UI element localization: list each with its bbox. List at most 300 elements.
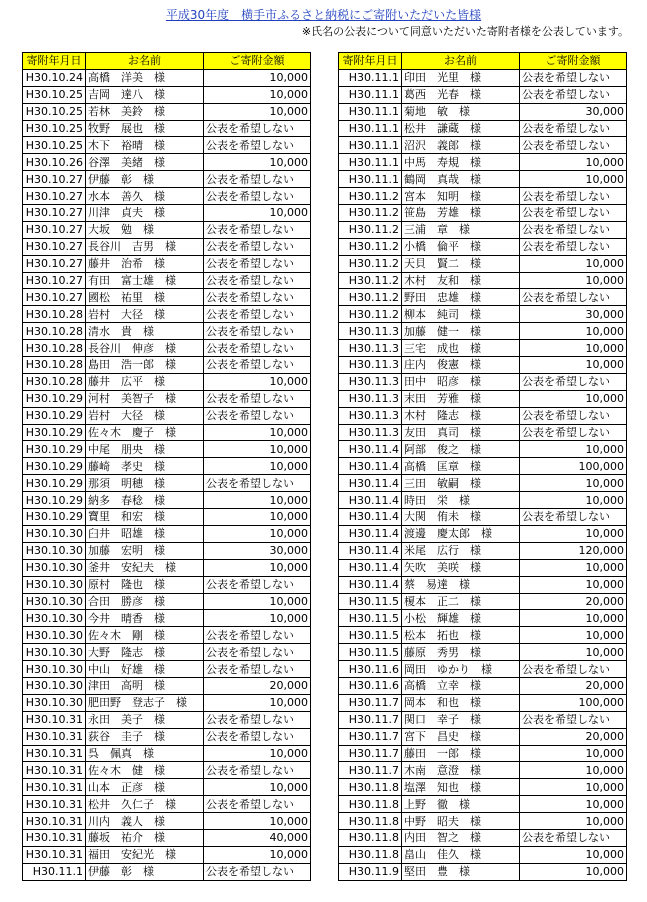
donation-date-cell: H30.10.30 (23, 593, 86, 610)
donor-name-cell: 大野 隆志 様 (86, 644, 204, 661)
table-row (23, 863, 311, 880)
table-row (339, 424, 627, 441)
table-row (23, 559, 311, 576)
donor-name-cell: 加藤 宏明 様 (86, 542, 204, 559)
donor-name-cell: 水本 善久 様 (86, 188, 204, 205)
donation-amount-cell: 10,000 (204, 86, 311, 103)
table-row (339, 559, 627, 576)
table-row (339, 255, 627, 272)
donor-name-cell: 肥田野 登志子 様 (86, 694, 204, 711)
donation-date-cell: H30.11.9 (339, 863, 402, 880)
donor-name-cell: 今井 晴香 様 (86, 610, 204, 627)
donor-name-cell: 加藤 健一 様 (402, 323, 520, 340)
table-header-row (339, 53, 627, 70)
table-header-row (23, 53, 311, 70)
donor-name-cell: 寶里 和宏 様 (86, 509, 204, 526)
table-row (23, 357, 311, 374)
donation-date-cell: H30.10.28 (23, 373, 86, 390)
donation-date-cell: H30.11.4 (339, 509, 402, 526)
donor-name-cell: 三浦 章 様 (402, 221, 520, 238)
donor-name-cell: 渡邊 慶太郎 様 (402, 525, 520, 542)
table-row (339, 390, 627, 407)
donation-date-cell: H30.10.28 (23, 306, 86, 323)
donation-amount-cell: 10,000 (520, 525, 627, 542)
donor-name-cell: 柳本 純司 様 (402, 306, 520, 323)
donor-name-cell: 大坂 勉 様 (86, 221, 204, 238)
donation-amount-cell: 公表を希望しない (204, 475, 311, 492)
table-row (23, 188, 311, 205)
donation-amount-cell: 公表を希望しない (520, 137, 627, 154)
donation-date-cell: H30.11.8 (339, 796, 402, 813)
table-row (23, 711, 311, 728)
donation-amount-cell: 10,000 (520, 846, 627, 863)
donor-name-cell: 高橋 洋美 様 (86, 69, 204, 86)
donation-date-cell: H30.11.6 (339, 677, 402, 694)
donation-date-cell: H30.11.8 (339, 813, 402, 830)
table-row (339, 103, 627, 120)
donation-amount-cell: 20,000 (520, 728, 627, 745)
donation-date-cell: H30.11.1 (339, 154, 402, 171)
table-row (339, 120, 627, 137)
table-row (23, 627, 311, 644)
table-row (339, 813, 627, 830)
donation-date-cell: H30.10.28 (23, 323, 86, 340)
table-row (23, 255, 311, 272)
donor-name-cell: 川津 貞夫 様 (86, 205, 204, 222)
donation-amount-cell: 公表を希望しない (520, 829, 627, 846)
donor-name-cell: 内田 智之 様 (402, 829, 520, 846)
donation-date-cell: H30.11.5 (339, 593, 402, 610)
donor-name-cell: 宮本 知明 様 (402, 188, 520, 205)
donation-amount-cell: 10,000 (520, 610, 627, 627)
donor-name-cell: 榎本 正二 様 (402, 593, 520, 610)
donor-name-cell: 永田 美子 様 (86, 711, 204, 728)
table-row (23, 779, 311, 796)
donation-amount-cell: 公表を希望しない (520, 188, 627, 205)
donation-amount-cell: 公表を希望しない (204, 728, 311, 745)
donation-amount-cell: 10,000 (520, 813, 627, 830)
donor-name-cell: 天貝 賢二 様 (402, 255, 520, 272)
donation-date-cell: H30.10.31 (23, 728, 86, 745)
donor-name-cell: 堅田 豊 様 (402, 863, 520, 880)
donation-date-cell: H30.11.3 (339, 340, 402, 357)
donation-date-cell: H30.11.3 (339, 424, 402, 441)
donor-name-cell: 臼井 昭雄 様 (86, 525, 204, 542)
donation-date-cell: H30.11.2 (339, 221, 402, 238)
donation-amount-cell: 公表を希望しない (520, 86, 627, 103)
donation-amount-cell: 10,000 (204, 441, 311, 458)
table-row (339, 86, 627, 103)
donation-amount-cell: 公表を希望しない (204, 762, 311, 779)
donation-date-cell: H30.10.30 (23, 644, 86, 661)
donor-name-cell: 蔡 易達 様 (402, 576, 520, 593)
table-row (23, 340, 311, 357)
table-row (339, 644, 627, 661)
donation-amount-cell: 10,000 (520, 644, 627, 661)
donor-name-cell: 呉 佩真 様 (86, 745, 204, 762)
donation-date-cell: H30.11.2 (339, 289, 402, 306)
table-row (339, 340, 627, 357)
table-row (339, 458, 627, 475)
donation-date-cell: H30.11.4 (339, 542, 402, 559)
header-amount: ご寄附金額 (204, 53, 311, 70)
table-row (23, 475, 311, 492)
table-row (339, 762, 627, 779)
donor-name-cell: 藤崎 孝史 様 (86, 458, 204, 475)
donation-amount-cell: 公表を希望しない (520, 221, 627, 238)
donation-date-cell: H30.10.29 (23, 509, 86, 526)
header-name: お名前 (402, 53, 520, 70)
donation-date-cell: H30.10.30 (23, 576, 86, 593)
donation-date-cell: H30.11.1 (23, 863, 86, 880)
donor-name-cell: 中尾 朋央 様 (86, 441, 204, 458)
table-row (23, 796, 311, 813)
donation-date-cell: H30.11.7 (339, 762, 402, 779)
donor-name-cell: 野田 忠雄 様 (402, 289, 520, 306)
donor-name-cell: 三宅 成也 様 (402, 340, 520, 357)
donation-amount-cell: 公表を希望しない (520, 373, 627, 390)
donor-name-cell: 島田 浩一郎 様 (86, 357, 204, 374)
donation-amount-cell: 10,000 (520, 627, 627, 644)
donation-date-cell: H30.10.31 (23, 813, 86, 830)
donation-amount-cell: 公表を希望しない (204, 171, 311, 188)
donor-name-cell: 谷澤 美緒 様 (86, 154, 204, 171)
donation-date-cell: H30.11.8 (339, 829, 402, 846)
donor-name-cell: 藤坂 祐介 様 (86, 829, 204, 846)
donation-amount-cell: 公表を希望しない (520, 407, 627, 424)
donor-name-cell: 藤井 治希 様 (86, 255, 204, 272)
table-row (339, 779, 627, 796)
donor-name-cell: 友田 真司 様 (402, 424, 520, 441)
table-row (339, 323, 627, 340)
donor-name-cell: 藤田 一郎 様 (402, 745, 520, 762)
donation-date-cell: H30.11.4 (339, 475, 402, 492)
donation-date-cell: H30.10.29 (23, 441, 86, 458)
table-row (339, 542, 627, 559)
donor-name-cell: 松本 拓也 様 (402, 627, 520, 644)
donation-date-cell: H30.10.25 (23, 86, 86, 103)
donation-date-cell: H30.11.3 (339, 407, 402, 424)
donation-amount-cell: 10,000 (204, 745, 311, 762)
donation-amount-cell: 公表を希望しない (204, 137, 311, 154)
donor-name-cell: 岡田 ゆかり 様 (402, 661, 520, 678)
donor-name-cell: 米尾 広行 様 (402, 542, 520, 559)
donation-date-cell: H30.11.1 (339, 86, 402, 103)
donation-date-cell: H30.11.3 (339, 323, 402, 340)
donation-date-cell: H30.11.1 (339, 137, 402, 154)
donation-amount-cell: 10,000 (520, 154, 627, 171)
table-row (23, 610, 311, 627)
donation-date-cell: H30.11.2 (339, 238, 402, 255)
header-date: 寄附年月日 (339, 53, 402, 70)
donation-amount-cell: 公表を希望しない (204, 120, 311, 137)
donation-amount-cell: 10,000 (204, 154, 311, 171)
donation-amount-cell: 公表を希望しない (204, 357, 311, 374)
donor-name-cell: 笹島 芳雄 様 (402, 205, 520, 222)
donation-date-cell: H30.10.30 (23, 661, 86, 678)
donation-amount-cell: 10,000 (204, 846, 311, 863)
donor-name-cell: 福田 安紀光 様 (86, 846, 204, 863)
table-row (23, 424, 311, 441)
donation-amount-cell: 10,000 (204, 205, 311, 222)
donation-date-cell: H30.10.30 (23, 525, 86, 542)
table-row (339, 272, 627, 289)
donation-amount-cell: 10,000 (204, 509, 311, 526)
donation-amount-cell: 公表を希望しない (204, 576, 311, 593)
table-row (23, 458, 311, 475)
donor-name-cell: 木南 意澄 様 (402, 762, 520, 779)
donation-amount-cell: 10,000 (204, 424, 311, 441)
donation-amount-cell: 10,000 (520, 357, 627, 374)
donation-date-cell: H30.10.27 (23, 289, 86, 306)
donation-date-cell: H30.11.5 (339, 610, 402, 627)
table-row (339, 576, 627, 593)
donation-amount-cell: 公表を希望しない (204, 188, 311, 205)
donor-name-cell: 藤井 広平 様 (86, 373, 204, 390)
donor-name-cell: 牧野 展也 様 (86, 120, 204, 137)
donor-name-cell: 佐々木 慶子 様 (86, 424, 204, 441)
donation-date-cell: H30.10.28 (23, 340, 86, 357)
donation-amount-cell: 10,000 (204, 593, 311, 610)
donation-date-cell: H30.11.1 (339, 69, 402, 86)
table-row (23, 593, 311, 610)
donor-name-cell: 高橋 立幸 様 (402, 677, 520, 694)
disclosure-note: ※氏名の公表について同意いただいた寄附者様を公表しています。 (301, 25, 629, 38)
donation-date-cell: H30.10.27 (23, 238, 86, 255)
donation-date-cell: H30.11.2 (339, 306, 402, 323)
page-title: 平成30年度 横手市ふるさと納税にご寄附いただいた皆様 (165, 8, 482, 22)
table-row (339, 627, 627, 644)
table-row (339, 863, 627, 880)
table-row (339, 846, 627, 863)
donation-amount-cell: 公表を希望しない (204, 340, 311, 357)
donation-date-cell: H30.10.30 (23, 610, 86, 627)
donation-date-cell: H30.11.4 (339, 441, 402, 458)
donor-name-cell: 川内 義人 様 (86, 813, 204, 830)
donation-date-cell: H30.11.4 (339, 559, 402, 576)
donor-name-cell: 末田 芳雅 様 (402, 390, 520, 407)
table-row (339, 509, 627, 526)
donor-name-cell: 岩村 大径 様 (86, 407, 204, 424)
donation-amount-cell: 10,000 (520, 272, 627, 289)
donor-name-cell: 関口 幸子 様 (402, 711, 520, 728)
donation-date-cell: H30.11.1 (339, 120, 402, 137)
donor-name-cell: 有田 富士雄 様 (86, 272, 204, 289)
donor-name-cell: 中馬 寿規 様 (402, 154, 520, 171)
donation-amount-cell: 10,000 (204, 69, 311, 86)
donation-amount-cell: 公表を希望しない (204, 711, 311, 728)
donation-date-cell: H30.11.6 (339, 661, 402, 678)
donor-name-cell: 若林 美鈴 様 (86, 103, 204, 120)
donation-amount-cell: 公表を希望しない (204, 627, 311, 644)
donation-date-cell: H30.11.7 (339, 745, 402, 762)
table-row (339, 221, 627, 238)
donation-amount-cell: 10,000 (520, 762, 627, 779)
donation-date-cell: H30.11.7 (339, 711, 402, 728)
donation-amount-cell: 公表を希望しない (520, 69, 627, 86)
donation-amount-cell: 公表を希望しない (204, 221, 311, 238)
donor-name-cell: 岡本 和也 様 (402, 694, 520, 711)
donation-amount-cell: 公表を希望しない (204, 796, 311, 813)
table-row (339, 745, 627, 762)
table-row (23, 525, 311, 542)
donation-date-cell: H30.10.25 (23, 103, 86, 120)
donor-name-cell: 伊藤 彰 様 (86, 863, 204, 880)
table-row (339, 441, 627, 458)
donation-amount-cell: 30,000 (204, 542, 311, 559)
donation-amount-cell: 公表を希望しない (520, 205, 627, 222)
donation-amount-cell: 公表を希望しない (204, 323, 311, 340)
table-row (23, 221, 311, 238)
table-row (23, 373, 311, 390)
donor-name-cell: 佐々木 健 様 (86, 762, 204, 779)
table-row (339, 610, 627, 627)
donor-name-cell: 原村 隆也 様 (86, 576, 204, 593)
donation-amount-cell: 公表を希望しない (520, 424, 627, 441)
donation-amount-cell: 10,000 (204, 813, 311, 830)
donation-date-cell: H30.10.25 (23, 137, 86, 154)
donation-amount-cell: 10,000 (204, 458, 311, 475)
donation-date-cell: H30.11.7 (339, 728, 402, 745)
donation-date-cell: H30.11.8 (339, 779, 402, 796)
donor-table-left (22, 52, 311, 881)
donation-amount-cell: 10,000 (520, 255, 627, 272)
table-row (339, 593, 627, 610)
donor-name-cell: 中山 好雄 様 (86, 661, 204, 678)
donation-date-cell: H30.10.27 (23, 188, 86, 205)
table-row (23, 238, 311, 255)
donor-name-cell: 菊地 敏 様 (402, 103, 520, 120)
donation-amount-cell: 10,000 (204, 694, 311, 711)
donation-amount-cell: 10,000 (520, 441, 627, 458)
table-row (23, 272, 311, 289)
donation-date-cell: H30.10.28 (23, 357, 86, 374)
donation-date-cell: H30.10.31 (23, 796, 86, 813)
table-row (23, 390, 311, 407)
donation-amount-cell: 30,000 (520, 103, 627, 120)
donation-date-cell: H30.11.1 (339, 171, 402, 188)
table-row (339, 711, 627, 728)
donor-name-cell: 岩村 大径 様 (86, 306, 204, 323)
table-row (339, 677, 627, 694)
donor-name-cell: 時田 栄 様 (402, 492, 520, 509)
table-row (23, 677, 311, 694)
donor-name-cell: 那須 明穂 様 (86, 475, 204, 492)
donor-name-cell: 矢吹 美咲 様 (402, 559, 520, 576)
donor-name-cell: 木村 友和 様 (402, 272, 520, 289)
table-row (23, 762, 311, 779)
table-row (23, 120, 311, 137)
table-row (23, 154, 311, 171)
donation-amount-cell: 公表を希望しない (204, 272, 311, 289)
donation-amount-cell: 20,000 (520, 593, 627, 610)
donation-amount-cell: 10,000 (520, 576, 627, 593)
table-row (339, 728, 627, 745)
donation-amount-cell: 10,000 (204, 610, 311, 627)
donation-date-cell: H30.10.29 (23, 475, 86, 492)
donation-amount-cell: 公表を希望しない (520, 661, 627, 678)
donor-name-cell: 木村 隆志 様 (402, 407, 520, 424)
donation-date-cell: H30.11.4 (339, 525, 402, 542)
donation-amount-cell: 10,000 (520, 863, 627, 880)
table-row (23, 69, 311, 86)
table-row (23, 441, 311, 458)
donation-amount-cell: 公表を希望しない (204, 238, 311, 255)
donation-date-cell: H30.10.31 (23, 745, 86, 762)
donor-name-cell: 國松 祐里 様 (86, 289, 204, 306)
donor-name-cell: 荻谷 圭子 様 (86, 728, 204, 745)
donation-date-cell: H30.10.30 (23, 677, 86, 694)
table-row (339, 525, 627, 542)
donation-date-cell: H30.10.27 (23, 272, 86, 289)
donation-amount-cell: 公表を希望しない (204, 407, 311, 424)
donation-date-cell: H30.10.30 (23, 627, 86, 644)
donation-amount-cell: 公表を希望しない (520, 238, 627, 255)
header-date: 寄附年月日 (23, 53, 86, 70)
donor-name-cell: 阿部 俊之 様 (402, 441, 520, 458)
donation-date-cell: H30.10.29 (23, 407, 86, 424)
donation-date-cell: H30.10.31 (23, 711, 86, 728)
donation-date-cell: H30.10.25 (23, 120, 86, 137)
donation-date-cell: H30.10.30 (23, 542, 86, 559)
donor-name-cell: 長谷川 伸彦 様 (86, 340, 204, 357)
table-row (23, 576, 311, 593)
donor-name-cell: 長谷川 吉男 様 (86, 238, 204, 255)
table-row (339, 154, 627, 171)
table-row (23, 829, 311, 846)
donor-name-cell: 庄内 俊憲 様 (402, 357, 520, 374)
table-row (339, 289, 627, 306)
donation-date-cell: H30.11.8 (339, 846, 402, 863)
table-row (23, 289, 311, 306)
donation-amount-cell: 公表を希望しない (204, 289, 311, 306)
donation-date-cell: H30.11.2 (339, 255, 402, 272)
donation-amount-cell: 公表を希望しない (520, 120, 627, 137)
donor-name-cell: 吉岡 達八 様 (86, 86, 204, 103)
table-row (339, 205, 627, 222)
table-row (339, 238, 627, 255)
donation-date-cell: H30.11.7 (339, 694, 402, 711)
donation-date-cell: H30.10.29 (23, 390, 86, 407)
donation-amount-cell: 40,000 (204, 829, 311, 846)
table-row (23, 205, 311, 222)
table-row (339, 188, 627, 205)
table-row (23, 644, 311, 661)
table-row (339, 796, 627, 813)
donation-amount-cell: 10,000 (204, 559, 311, 576)
donor-name-cell: 田中 昭彦 様 (402, 373, 520, 390)
donation-amount-cell: 100,000 (520, 694, 627, 711)
donor-name-cell: 大関 侑未 様 (402, 509, 520, 526)
table-row (339, 69, 627, 86)
table-row (23, 542, 311, 559)
donation-amount-cell: 10,000 (204, 373, 311, 390)
donor-name-cell: 塩澤 知也 様 (402, 779, 520, 796)
donation-amount-cell: 10,000 (204, 103, 311, 120)
donor-name-cell: 河村 美智子 様 (86, 390, 204, 407)
donor-name-cell: 中野 昭夫 様 (402, 813, 520, 830)
donation-amount-cell: 10,000 (520, 323, 627, 340)
donation-date-cell: H30.11.4 (339, 576, 402, 593)
donation-date-cell: H30.11.2 (339, 188, 402, 205)
donor-name-cell: 伊藤 彰 様 (86, 171, 204, 188)
donation-date-cell: H30.10.31 (23, 829, 86, 846)
donation-amount-cell: 公表を希望しない (520, 711, 627, 728)
donation-amount-cell: 20,000 (204, 677, 311, 694)
header-amount: ご寄附金額 (520, 53, 627, 70)
donor-name-cell: 高橋 匡章 様 (402, 458, 520, 475)
donor-name-cell: 佐々木 剛 様 (86, 627, 204, 644)
